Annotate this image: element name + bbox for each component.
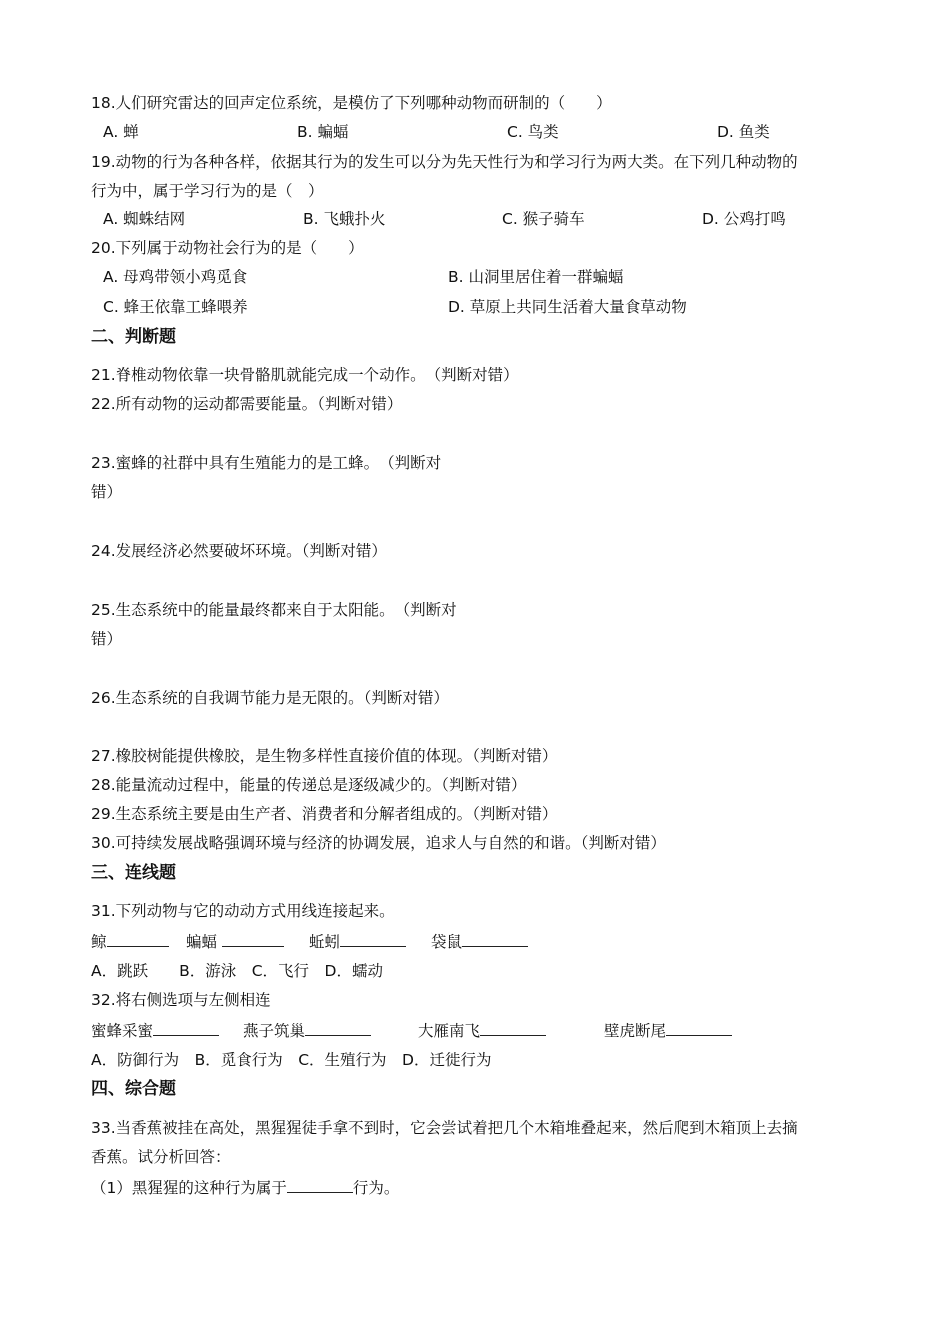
q19-option-a: A. 蜘蛛结网 <box>103 210 186 228</box>
q20-option-a: A. 母鸡带领小鸡觅食 <box>103 268 248 286</box>
q31-stem: 31.下列动物与它的动动方式用线连接起来。 <box>91 902 395 920</box>
q30: 30.可持续发展战略强调环境与经济的协调发展，追求人与自然的和谐。（判断对错） <box>91 834 666 852</box>
q24: 24.发展经济必然要破坏环境。（判断对错） <box>91 542 387 560</box>
q27: 27.橡胶树能提供橡胶，是生物多样性直接价值的体现。（判断对错） <box>91 747 558 765</box>
q22: 22.所有动物的运动都需要能量。（判断对错） <box>91 395 403 413</box>
q20-option-d: D. 草原上共同生活着大量食草动物 <box>448 298 687 316</box>
q20-stem: 20.下列属于动物社会行为的是（ ） <box>91 239 364 257</box>
q18-stem: 18.人们研究雷达的回声定位系统，是模仿了下列哪种动物而研制的（ ） <box>91 94 612 112</box>
q33-stem-line2: 香蕉。试分析回答： <box>91 1148 231 1166</box>
q32-item-3: 大雁南飞 <box>418 1020 546 1041</box>
q32-stem: 32.将右侧选项与左侧相连 <box>91 991 271 1009</box>
q32-item-2: 燕子筑巢 <box>243 1020 371 1041</box>
q31-item-4: 袋鼠 <box>431 931 528 952</box>
q25-line1: 25.生态系统中的能量最终都来自于太阳能。 （判断对 <box>91 601 457 619</box>
section-heading-matching: 三、连线题 <box>91 863 176 883</box>
q18-option-a: A. 蝉 <box>103 123 139 141</box>
q33-stem-line1: 33.当香蕉被挂在高处，黑猩猩徒手拿不到时，它会尝试着把几个木箱堆叠起来，然后爬到木箱顶上去摘 <box>91 1119 798 1137</box>
q19-option-c: C. 猴子骑车 <box>502 210 585 228</box>
q33-sub1: （1）黑猩猩的这种行为属于 行为。 <box>91 1179 400 1197</box>
q31-options: A．跳跃 B．游泳 C．飞行 D．蠕动 <box>91 962 383 980</box>
q32-options: A．防御行为 B．觅食行为 C．生殖行为 D．迁徙行为 <box>91 1051 492 1069</box>
q26: 26.生态系统的自我调节能力是无限的。（判断对错） <box>91 689 449 707</box>
q25-line2: 错） <box>91 630 123 648</box>
q18-option-b: B. 蝙蝠 <box>297 123 349 141</box>
q23-line1: 23.蜜蜂的社群中具有生殖能力的是工蜂。 （判断对 <box>91 454 442 472</box>
q19-stem-line1: 19.动物的行为各种各样，依据其行为的发生可以分为先天性行为和学习行为两大类。在下列几种动物的 <box>91 153 798 171</box>
q18-option-d: D. 鱼类 <box>717 123 770 141</box>
q32-item-1: 蜜蜂采蜜 <box>91 1020 219 1041</box>
q31-item-2: 蝙蝠 <box>186 931 284 952</box>
section-heading-comprehensive: 四、综合题 <box>91 1079 176 1099</box>
q31-item-3: 蚯蚓 <box>309 931 406 952</box>
section-heading-judge: 二、判断题 <box>91 327 176 347</box>
q19-option-d: D. 公鸡打鸣 <box>702 210 786 228</box>
q19-stem-line2: 行为中，属于学习行为的是（ ） <box>91 182 324 200</box>
q18-option-c: C. 鸟类 <box>507 123 559 141</box>
q23-line2: 错） <box>91 483 123 501</box>
q21: 21.脊椎动物依靠一块骨骼肌就能完成一个动作。 （判断对错） <box>91 366 519 384</box>
q31-item-1: 鲸 <box>91 931 169 952</box>
q28: 28.能量流动过程中，能量的传递总是逐级减少的。（判断对错） <box>91 776 527 794</box>
q20-option-c: C. 蜂王依靠工蜂喂养 <box>103 298 248 316</box>
q32-item-4: 壁虎断尾 <box>604 1020 732 1041</box>
q20-option-b: B. 山洞里居住着一群蝙蝠 <box>448 268 624 286</box>
q29: 29.生态系统主要是由生产者、消费者和分解者组成的。（判断对错） <box>91 805 558 823</box>
q19-option-b: B. 飞蛾扑火 <box>303 210 386 228</box>
